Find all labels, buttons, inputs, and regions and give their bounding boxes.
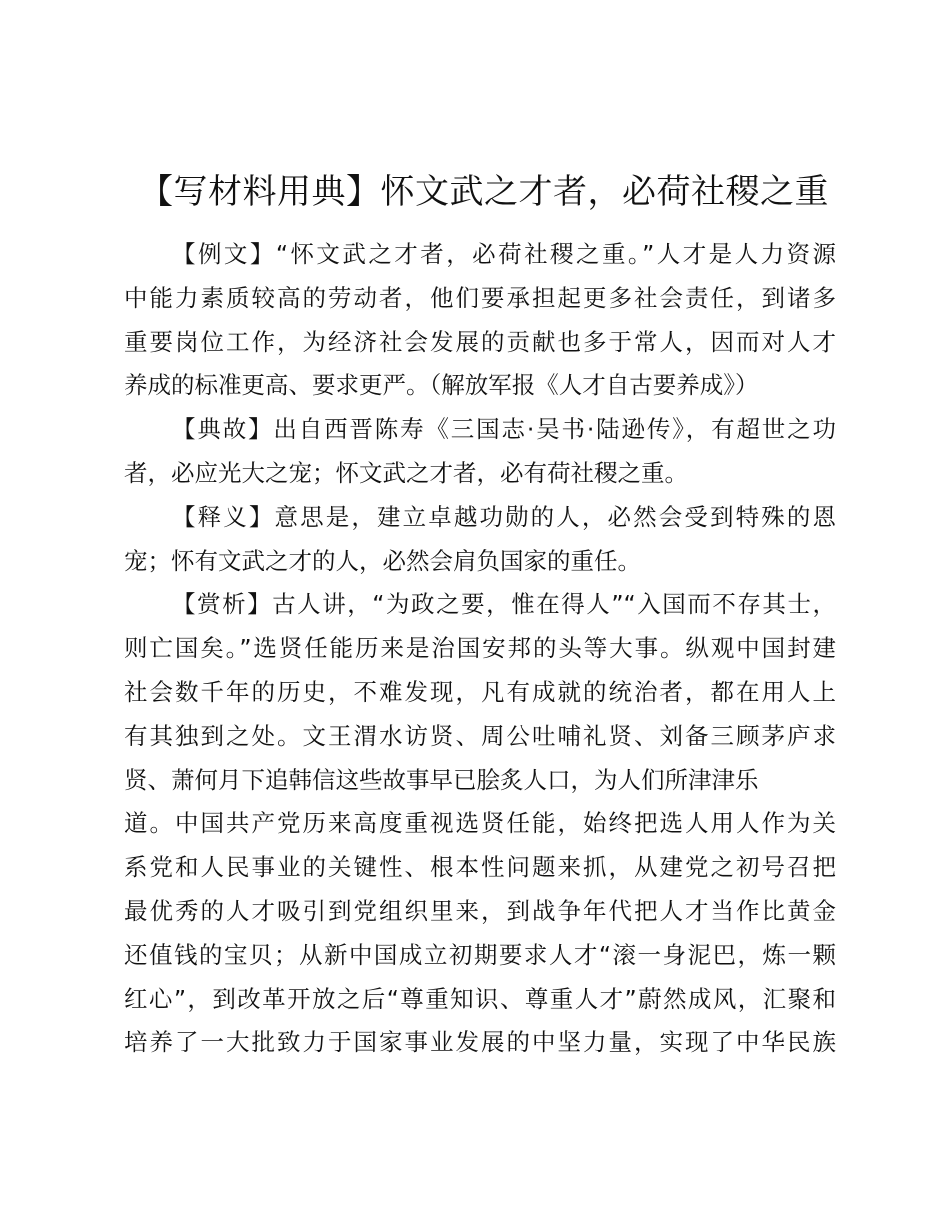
paragraph-line: 还值钱的宝贝；从新中国成立初期要求人才“滚一身泥巴，炼一颗 [124,940,836,969]
paragraph-line: 养成的标准更高、要求更严。（解放军报《人才自古要养成》） [124,371,759,400]
paragraph-line: 重要岗位工作，为经济社会发展的贡献也多于常人，因而对人才 [124,327,836,356]
paragraph-line: 培养了一大批致力于国家事业发展的中坚力量，实现了中华民族 [124,1028,836,1057]
paragraph-line: 社会数千年的历史，不难发现，凡有成就的统治者，都在用人上 [124,677,836,706]
paragraph-line: 最优秀的人才吸引到党组织里来，到战争年代把人才当作比黄金 [124,896,836,925]
paragraph-line: 宠；怀有文武之才的人，必然会肩负国家的重任。 [124,546,641,575]
paragraph-line: 则亡国矣。”选贤任能历来是治国安邦的头等大事。纵观中国封建 [124,634,836,663]
paragraph-line: 贤、萧何月下追韩信这些故事早已脍炙人口，为人们所津津乐 [124,765,759,794]
paragraph-line: 【典故】出自西晋陈寿《三国志·吴书·陆逊传》，有超世之功 [172,415,836,444]
paragraph-line: 中能力素质较高的劳动者，他们要承担起更多社会责任，到诸多 [124,283,836,312]
paragraph-line: 者，必应光大之宠；怀文武之才者，必有荷社稷之重。 [124,458,688,487]
paragraph-line: 道。中国共产党历来高度重视选贤任能，始终把选人用人作为关 [124,809,836,838]
document-body [124,233,836,1065]
paragraph-line: 有其独到之处。文王渭水访贤、周公吐哺礼贤、刘备三顾茅庐求 [124,721,836,750]
paragraph-line: 【赏析】古人讲，“为政之要，惟在得人”“入国而不存其士， [172,590,836,619]
paragraph-line: 红心”，到改革开放之后“尊重知识、尊重人才”蔚然成风，汇聚和 [124,984,836,1013]
paragraph-line: 系党和人民事业的关键性、根本性问题来抓，从建党之初号召把 [124,853,836,882]
paragraph-line: 【例文】“怀文武之才者，必荷社稷之重。”人才是人力资源 [172,240,836,268]
paragraph-line: 【释义】意思是，建立卓越功勋的人，必然会受到特殊的恩 [172,502,836,531]
document-title: 【写材料用典】怀文武之才者，必荷社稷之重 [139,172,829,212]
